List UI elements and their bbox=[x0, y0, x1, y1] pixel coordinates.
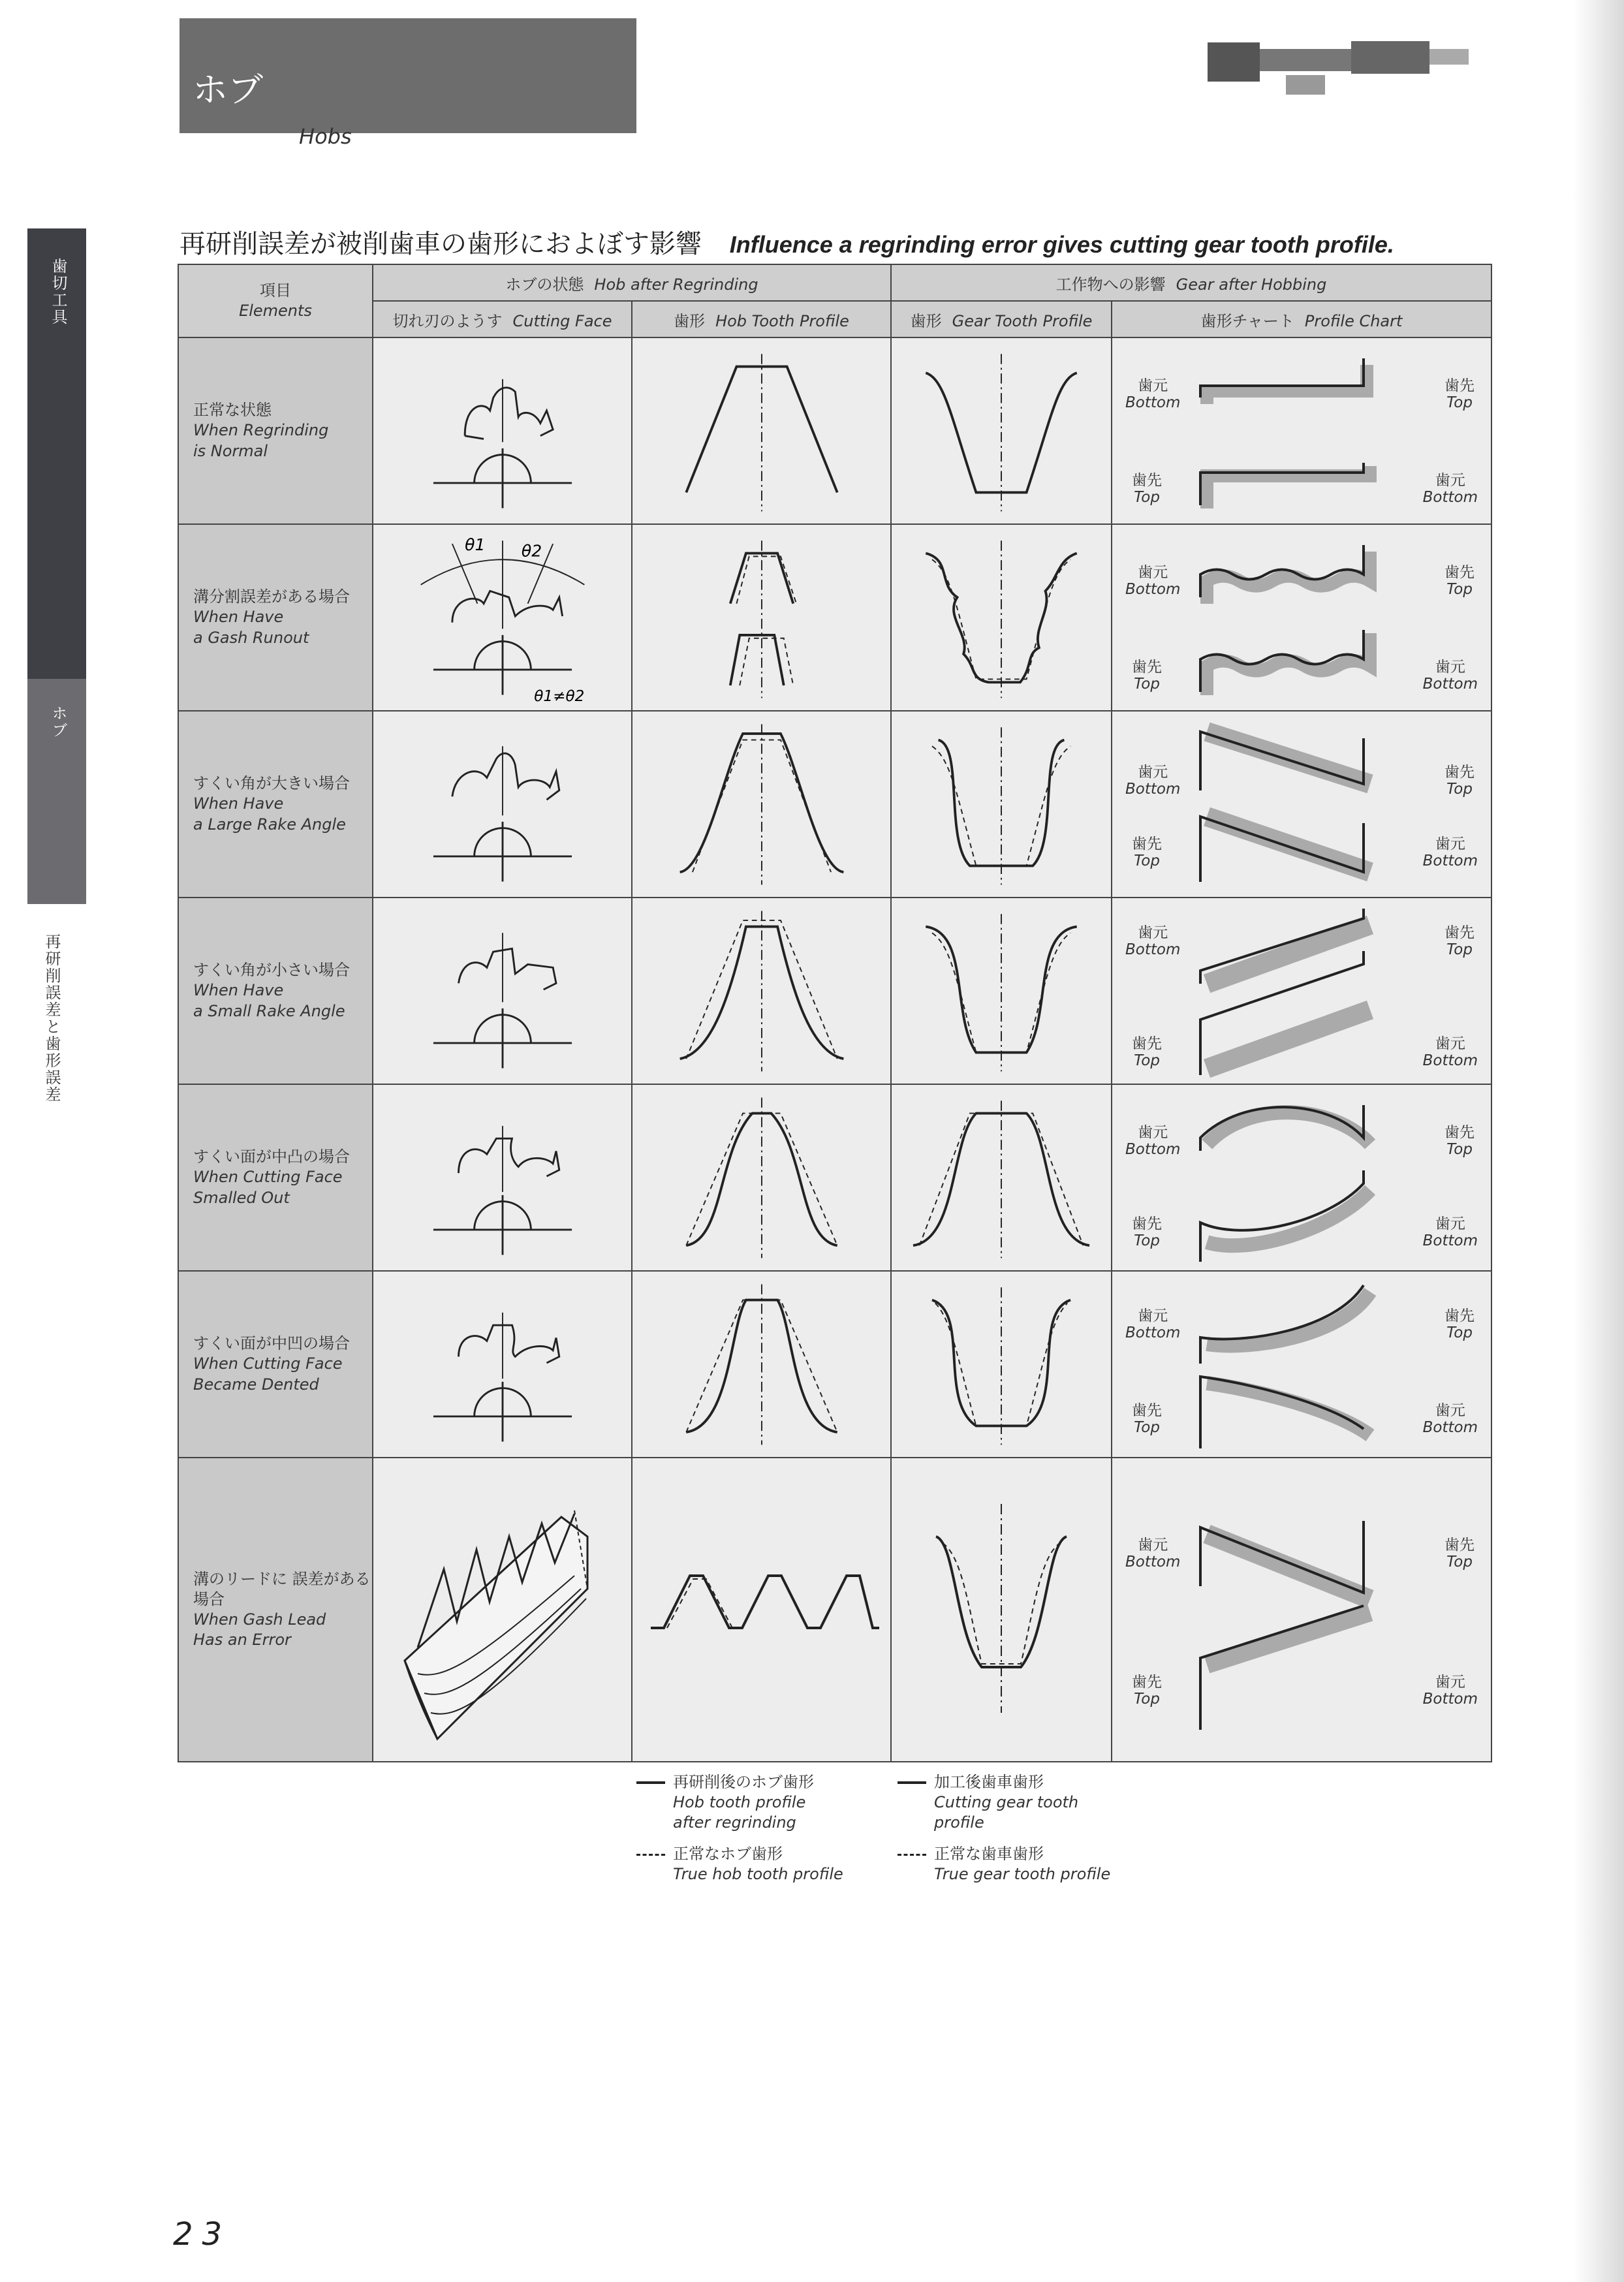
sidebar-product: ホブ bbox=[49, 705, 67, 739]
row-label: 溝分割誤差がある場合 When Have a Gash Runout bbox=[178, 524, 373, 711]
chart-label-top: 歯先 Top bbox=[1444, 377, 1475, 412]
hob-profile-diagram bbox=[638, 901, 886, 1078]
cutting-face-diagram bbox=[379, 1275, 627, 1451]
profile-chart-cell bbox=[1112, 337, 1491, 524]
section-title-en: Influence a regrinding error gives cutting gear tooth profile. bbox=[729, 231, 1394, 258]
sidebar-topic: 再研削誤差と歯形誤差 bbox=[42, 933, 61, 1103]
header-profile-chart: 歯形チャート Profile Chart bbox=[1112, 301, 1491, 337]
header-hob-profile: 歯形 Hob Tooth Profile bbox=[632, 301, 891, 337]
hob-3d-diagram bbox=[379, 1465, 627, 1752]
cutting-face-diagram bbox=[379, 1088, 627, 1264]
cutting-face-diagram bbox=[379, 341, 627, 518]
company-logo bbox=[1208, 36, 1495, 108]
table-row bbox=[178, 1084, 1491, 1271]
gear-profile-diagram bbox=[897, 528, 1106, 704]
profile-chart-cell: 歯元 Bottom 歯先 Top 歯先 Top 歯元 Bottom bbox=[1112, 524, 1491, 711]
legend-solid-gear: 加工後歯車歯形 Cutting gear tooth profile bbox=[898, 1772, 1084, 1834]
page-title: ホブ bbox=[193, 69, 263, 110]
hob-profile-diagram bbox=[638, 341, 886, 518]
gear-profile-diagram bbox=[897, 901, 1106, 1078]
table-row bbox=[178, 1458, 1491, 1762]
sidebar-category: 歯切工具 bbox=[49, 258, 67, 326]
theta1-label: θ1 bbox=[464, 535, 485, 554]
header-elements: 項目 Elements bbox=[178, 264, 373, 337]
gear-profile-diagram bbox=[897, 1088, 1106, 1264]
hob-profile-diagram bbox=[638, 1543, 886, 1674]
regrinding-influence-table bbox=[178, 264, 1492, 1762]
row-label: すくい角が小さい場合 When Have a Small Rake Angle bbox=[178, 898, 373, 1084]
scan-edge bbox=[1573, 0, 1624, 2282]
hob-profile-diagram bbox=[638, 1275, 886, 1451]
table-row bbox=[178, 898, 1491, 1084]
section-title bbox=[180, 223, 1394, 260]
row-label: すくい面が中凹の場合 When Cutting Face Became Dented bbox=[178, 1271, 373, 1458]
row-label: すくい角が大きい場合 When Have a Large Rake Angle bbox=[178, 711, 373, 898]
row-label: 正常な状態 When Regrinding is Normal bbox=[178, 337, 373, 524]
hob-profile-diagram bbox=[638, 715, 886, 891]
legend-solid-hob: 再研削後のホブ歯形 Hob tooth profile after regrinding bbox=[636, 1772, 843, 1834]
table-row bbox=[178, 337, 1491, 524]
hob-profile-diagram bbox=[638, 1088, 886, 1264]
profile-chart bbox=[1119, 1469, 1484, 1756]
sidebar-tab-hobs bbox=[27, 679, 86, 904]
chart-label-top: 歯先 Top bbox=[1132, 472, 1163, 507]
page-number: 23 bbox=[173, 2216, 232, 2253]
theta2-label: θ2 bbox=[521, 541, 542, 561]
header-gear-group: 工作物への影響 Gear after Hobbing bbox=[891, 264, 1491, 301]
cutting-face-diagram bbox=[379, 528, 627, 704]
gear-profile-diagram bbox=[897, 1465, 1106, 1752]
cutting-face-diagram bbox=[379, 715, 627, 891]
chart-label-bottom: 歯元 Bottom bbox=[1422, 472, 1478, 507]
profile-chart-cell: 歯元 Bottom 歯先 Top 歯先 Top 歯元 Bottom bbox=[1112, 1458, 1491, 1762]
profile-chart-cell: 歯元 Bottom 歯先 Top 歯先 Top 歯元 Bottom bbox=[1112, 898, 1491, 1084]
hob-profile-diagram bbox=[638, 528, 886, 704]
legend-dash-hob: 正常なホブ歯形 True hob tooth profile bbox=[636, 1844, 843, 1884]
gear-profile-diagram bbox=[897, 715, 1106, 891]
table-row bbox=[178, 524, 1491, 711]
header-hob-group: ホブの状態 Hob after Regrinding bbox=[373, 264, 891, 301]
sidebar-tab-gear-cutting bbox=[27, 228, 86, 679]
header-gear-profile: 歯形 Gear Tooth Profile bbox=[891, 301, 1112, 337]
section-title-jp: 再研削誤差が被削歯車の歯形におよぼす影響 bbox=[180, 229, 702, 259]
gear-profile-diagram bbox=[897, 1275, 1106, 1451]
page-subtitle: Hobs bbox=[299, 124, 352, 149]
gear-profile-diagram bbox=[897, 341, 1106, 518]
header-cutting-face: 切れ刃のようす Cutting Face bbox=[373, 301, 632, 337]
table-row bbox=[178, 1271, 1491, 1458]
profile-chart-cell: 歯元 Bottom 歯先 Top 歯先 Top 歯元 Bottom bbox=[1112, 1271, 1491, 1458]
theta-neq-label: θ1≠θ2 bbox=[533, 688, 584, 704]
table-row bbox=[178, 711, 1491, 898]
profile-chart-cell: 歯元 Bottom 歯先 Top 歯先 Top 歯元 Bottom bbox=[1112, 1084, 1491, 1271]
profile-chart-cell: 歯元 Bottom 歯先 Top 歯先 Top 歯元 Bottom bbox=[1112, 711, 1491, 898]
chart-label-bottom: 歯元 Bottom bbox=[1125, 377, 1181, 412]
row-label: 溝のリードに 誤差がある場合 When Gash Lead Has an Error bbox=[178, 1458, 373, 1762]
row-label: すくい面が中凸の場合 When Cutting Face Smalled Out bbox=[178, 1084, 373, 1271]
cutting-face-diagram bbox=[379, 901, 627, 1078]
legend-dash-gear: 正常な歯車歯形 True gear tooth profile bbox=[898, 1844, 1110, 1884]
